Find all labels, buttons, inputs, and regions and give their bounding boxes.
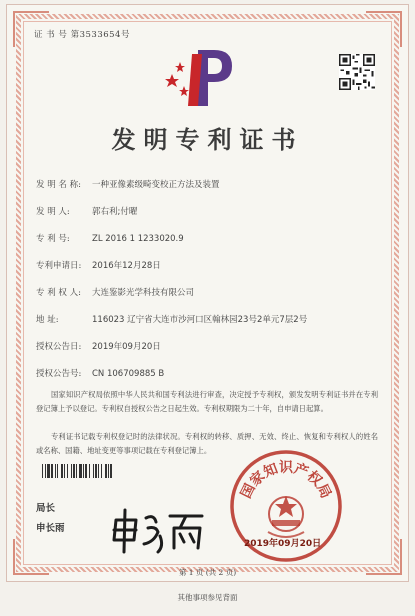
field-value: 2019年09月20日: [92, 342, 161, 352]
field-label: 地 址:: [36, 315, 59, 325]
field-grant-number: [36, 367, 164, 379]
field-value: 116023 辽宁省大连市沙河口区翰林园23号2单元7层2号: [92, 315, 308, 325]
page-indicator: 第 1 页 (共 2 页): [178, 568, 237, 577]
field-application-date: [36, 259, 161, 271]
field-label: 授权公告号:: [36, 369, 82, 379]
barcode: [42, 464, 152, 478]
handwritten-signature: [108, 506, 208, 556]
grant-statement-paragraph: 国家知识产权局依照中华人民共和国专利法进行审查，决定授予专利权，颁发发明专利证书并在专利登记簿上予以登记。专利权自授权公告之日起生效。专利权期限为二十年，自申请日起算。: [36, 390, 378, 413]
legal-status-paragraph: 专利证书记载专利权登记时的法律状况。专利权的转移、质押、无效、终止、恢复和专利权人的姓名或名称、国籍、地址变更等事项记载在专利登记簿上。: [36, 432, 378, 455]
field-value: CN 106709885 B: [92, 369, 165, 379]
field-invention-name: [36, 178, 220, 190]
seal-text: 国家知识产权局: [238, 460, 334, 502]
field-inventor: [36, 205, 137, 217]
field-label: 发 明 名 称:: [36, 180, 81, 190]
certificate-title: 发明专利证书: [111, 125, 304, 154]
field-value: 2016年12月28日: [92, 261, 161, 271]
certificate-number: 证 书 号 第3533654号: [34, 30, 130, 40]
field-label: 专 利 权 人:: [36, 288, 81, 298]
field-label: 专 利 号:: [36, 234, 70, 244]
field-label: 专利申请日:: [36, 261, 82, 271]
corner-ornament: [366, 11, 402, 47]
field-value: 大连鉴影光学科技有限公司: [92, 288, 195, 298]
field-label: 授权公告日:: [36, 342, 82, 352]
signer-name: 申长雨: [36, 523, 65, 534]
seal-date: 2019年09月20日: [244, 539, 322, 549]
see-reverse-note: 其他事项参见背面: [177, 593, 238, 602]
field-label: 发 明 人:: [36, 207, 70, 217]
field-patentee: [36, 286, 194, 298]
patent-office-logo-icon: [162, 44, 246, 112]
field-address: [36, 313, 307, 325]
field-grant-date: [36, 340, 161, 352]
signer-title: 局长: [36, 503, 56, 514]
field-value: ZL 2016 1 1233020.9: [92, 234, 184, 244]
field-value: 一种亚像素级畸变校正方法及装置: [92, 180, 220, 190]
field-value: 郭右利;付曜: [92, 207, 138, 217]
field-patent-number: [36, 232, 184, 244]
qr-code: [339, 54, 375, 90]
